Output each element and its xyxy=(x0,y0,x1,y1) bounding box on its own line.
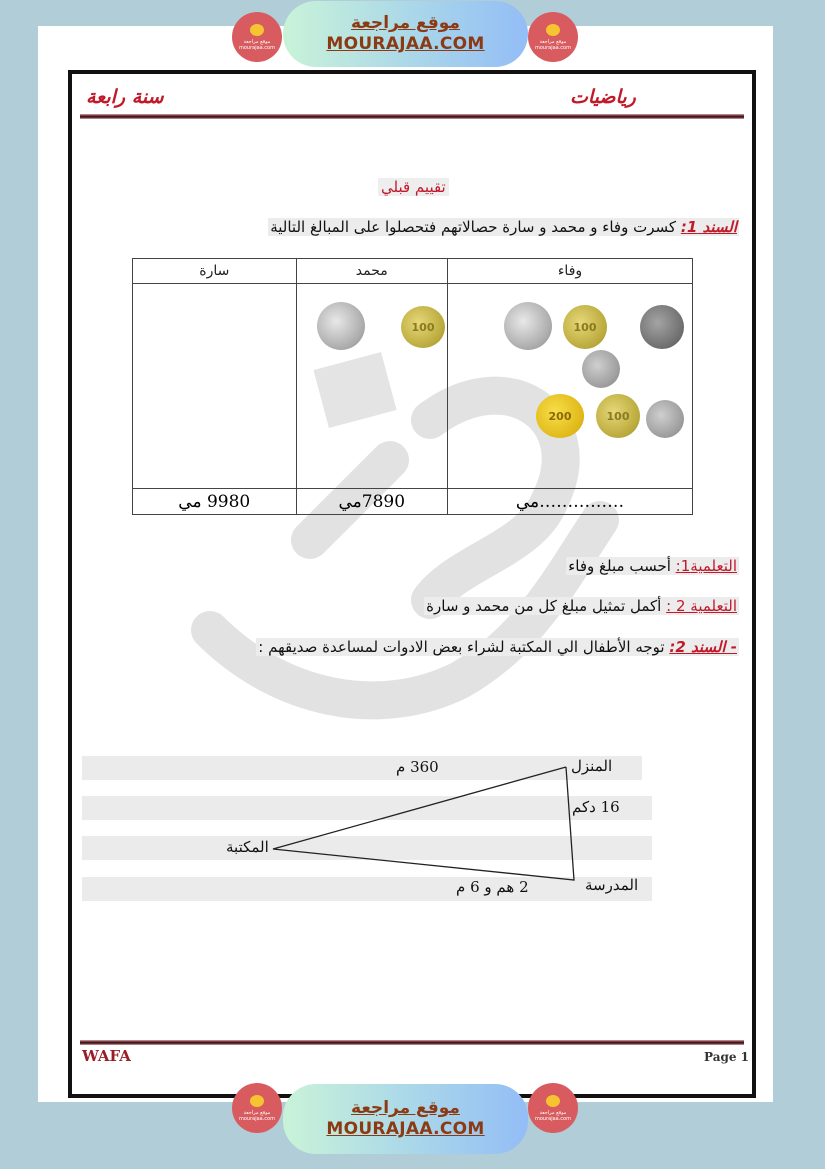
mourajaa-banner-top[interactable]: موقع مراجعة MOURAJAA.COM xyxy=(283,1,528,67)
coin-grey xyxy=(582,350,620,388)
task1-paragraph xyxy=(566,557,739,575)
mohamed-total: 7890مي xyxy=(296,489,447,515)
sanad1-paragraph xyxy=(268,218,739,236)
wafa-total: ……………مي xyxy=(448,489,693,515)
header-mohamed: محمد xyxy=(296,259,447,284)
task2-label: التعلمية 2 : xyxy=(666,597,737,615)
distance-school-library: 2 هم و 6 م xyxy=(456,878,529,896)
book-icon xyxy=(250,1095,264,1107)
coin-100: 100 xyxy=(596,394,640,438)
task2-text: أكمل تمثيل مبلغ كل من محمد و سارة xyxy=(426,597,662,615)
page-number: Page 1 xyxy=(704,1050,750,1064)
label-school: المدرسة xyxy=(585,876,639,894)
label-home: المنزل xyxy=(571,757,613,775)
mourajaa-badge-right[interactable]: موقع مراجعة mourajaa.com xyxy=(528,1083,578,1133)
table-header-row xyxy=(133,259,693,284)
task1-label: التعلمية1: xyxy=(675,557,737,575)
task1-text: أحسب مبلغ وفاء xyxy=(568,557,671,575)
book-icon xyxy=(546,24,560,36)
mourajaa-badge-left[interactable]: موقع مراجعة mourajaa.com xyxy=(232,1083,282,1133)
sara-coins-cell xyxy=(133,284,297,489)
mohamed-coins-cell xyxy=(296,284,447,489)
task2-paragraph xyxy=(424,597,739,615)
book-icon xyxy=(546,1095,560,1107)
coin-200: 200 xyxy=(536,394,584,438)
mourajaa-badge-left[interactable]: موقع مراجعة mourajaa.com xyxy=(232,12,282,62)
diagram-band xyxy=(82,796,652,820)
header-divider xyxy=(80,114,744,119)
sanad1-label: السند 1: xyxy=(680,218,737,236)
mourajaa-badge-right[interactable]: موقع مراجعة mourajaa.com xyxy=(528,12,578,62)
header-wafa: وفاء xyxy=(448,259,693,284)
footer-divider xyxy=(80,1040,744,1045)
sanad2-text: توجه الأطفال الي المكتبة لشراء بعض الادوات لمساعدة صديقهم : xyxy=(258,638,665,656)
coin-100: 100 xyxy=(563,305,607,349)
mourajaa-banner-bottom[interactable]: موقع مراجعة MOURAJAA.COM xyxy=(283,1084,528,1154)
coin-100: 100 xyxy=(401,306,445,348)
sanad2-paragraph xyxy=(256,638,739,656)
sanad2-label: - السند 2: xyxy=(669,638,737,656)
diagram-band xyxy=(82,877,652,901)
label-library: المكتبة xyxy=(226,838,269,856)
author-label: WAFA xyxy=(82,1047,131,1065)
book-icon xyxy=(250,24,264,36)
coin-dark xyxy=(640,305,684,349)
sanad1-text: كسرت وفاء و محمد و سارة حصالاتهم فتحصلوا على المبالغ التالية xyxy=(270,218,677,236)
coin-silver xyxy=(317,302,365,350)
table-totals-row xyxy=(133,489,693,515)
diagram-band xyxy=(82,756,642,780)
page-title: تقييم قبلي xyxy=(378,178,449,196)
coin-silver xyxy=(504,302,552,350)
sara-total: 9980 مي xyxy=(133,489,297,515)
distance-home-school: 16 دكم xyxy=(572,798,620,816)
table-coins-row xyxy=(133,284,693,489)
coin-grey xyxy=(646,400,684,438)
subject-label: رياضيات xyxy=(570,86,636,108)
amounts-table xyxy=(132,258,693,515)
header-sara: سارة xyxy=(133,259,297,284)
diagram-band xyxy=(82,836,652,860)
distance-home-library: 360 م xyxy=(396,758,439,776)
grade-label: سنة رابعة xyxy=(86,86,164,108)
wafa-coins-cell xyxy=(448,284,693,489)
